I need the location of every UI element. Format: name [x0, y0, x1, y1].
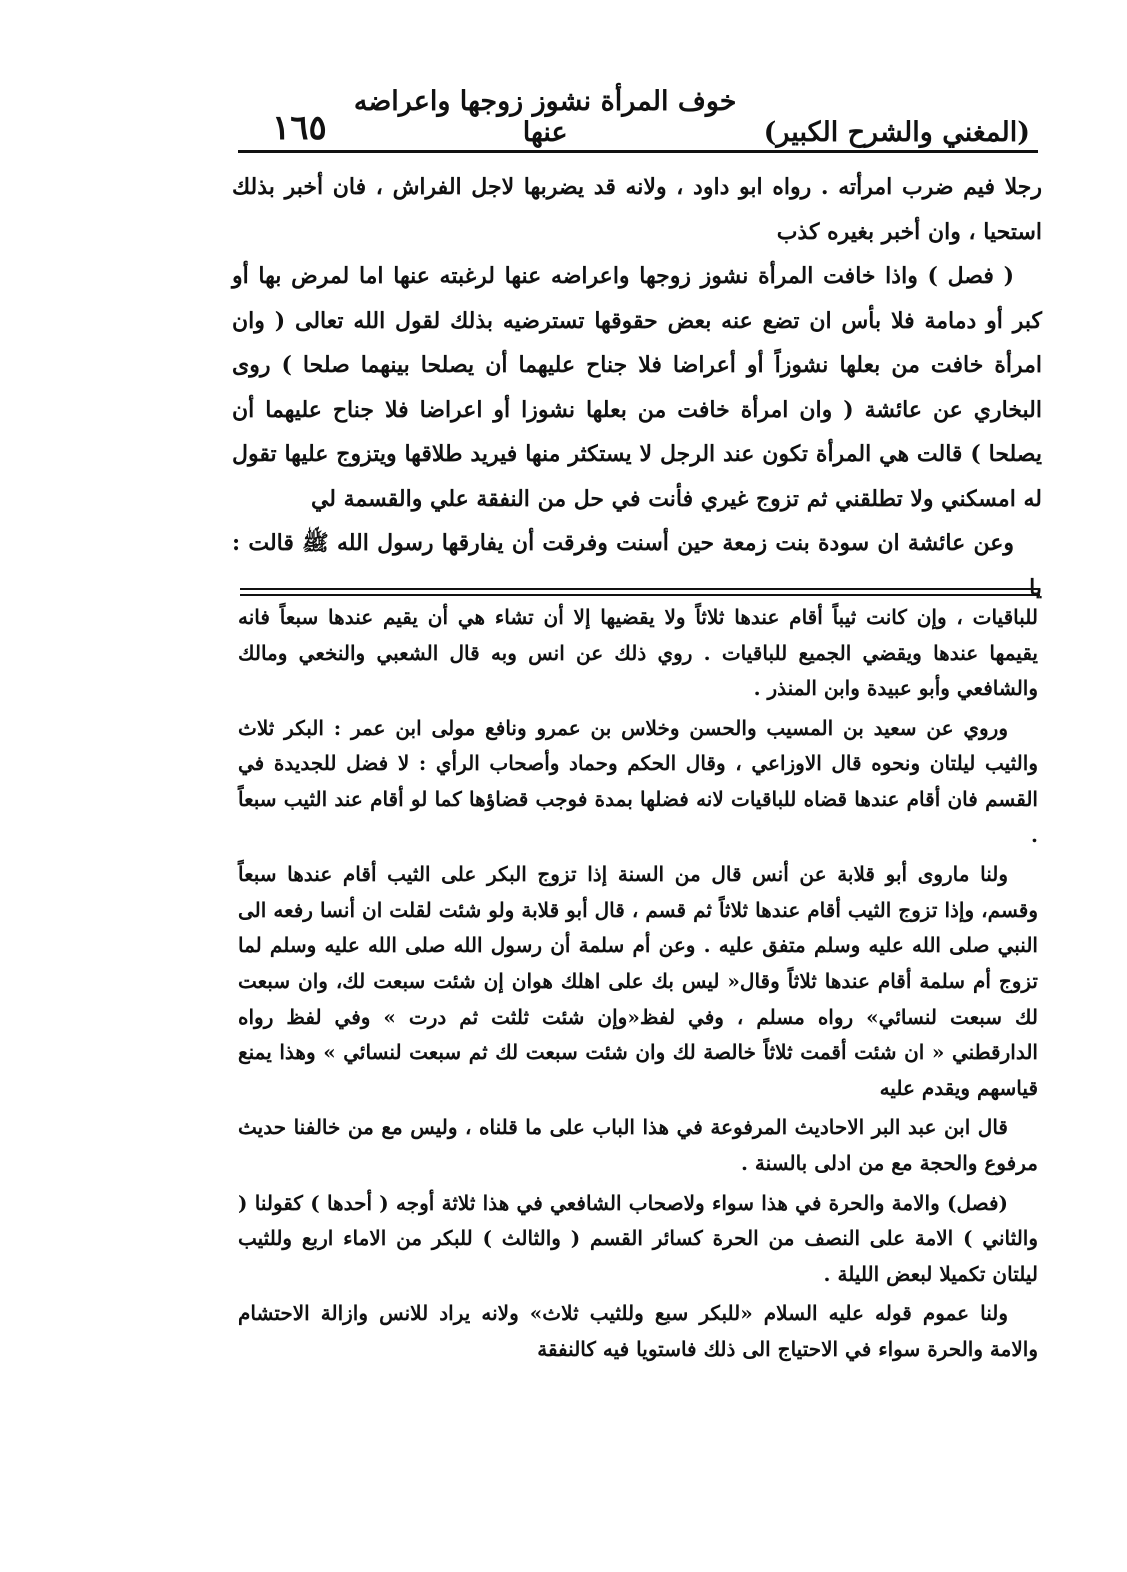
- header-rule: [238, 150, 1038, 153]
- section-divider: [240, 588, 1040, 598]
- sharh-paragraph: قال ابن عبد البر الاحاديث المرفوعة في هذا الباب على ما قلناه ، وليس مع من خالفنا حديث مرفوع والحجة مع من ادلى بالسنة .: [238, 1115, 1038, 1175]
- book-title: (المغني والشرح الكبير): [763, 117, 1030, 148]
- sharh-paragraph: ولنا ماروى أبو قلابة عن أنس قال من السنة إذا تزوج البكر على الثيب أقام عندها سبعاً وقسم، وإذا تزوج الثيب أقام عندها ثلاثاً ثم قسم ، قال أبو قلابة ولو شئت لقلت ان أنسا رفعه الى النبي صلى الله عليه وسلم متفق عليه . وعن أم سلمة أن رسول الله صلى الله عليه وسلم لما تزوج أم سلمة أقام عندها ثلاثاً وقال« ليس بك على اهلك هوان إن شئت سبعت لك، وان سبعت لك سبعت لنسائي» رواه مسلم ، وفي لفظ«وإن شئت ثلثت ثم درت » وفي لفظ رواه الدارقطني « ان شئت أقمت ثلاثاً خالصة لك وان شئت سبعت لك ثم سبعت لنسائي » وهذا يمنع قياسهم ويقدم عليه: [238, 862, 1038, 1100]
- matn-paragraph: وعن عائشة ان سودة بنت زمعة حين أسنت وفرقت أن يفارقها رسول الله ﷺ قالت : يا: [232, 530, 1042, 601]
- sharh-section: [238, 600, 1038, 1367]
- sharh-paragraph: للباقيات ، وإن كانت ثيباً أقام عندها ثلاثاً ولا يقضيها إلا أن تشاء هي أن يقيم عندها سبعاً فانه يقيمها عندها ويقضي الجميع للباقيات . روي ذلك عن انس وبه قال الشعبي والنخعي ومالك والشافعي وأبو عبيدة وابن المنذر .: [238, 605, 1039, 701]
- sharh-paragraph: وروي عن سعيد بن المسيب والحسن وخلاس بن عمرو ونافع مولى ابن عمر : البكر ثلاث والثيب ليلتان ونحوه قال الاوزاعي ، وقال الحكم وحماد وأصحاب الرأي : لا فضل للجديدة في القسم فان أقام عندها قضاه للباقيات لانه فضلها بمدة فوجب قضاؤها كما لو أقام عند الثيب سبعاً .: [238, 715, 1038, 847]
- divider-line: [240, 594, 1040, 596]
- matn-paragraph: رجلا فيم ضرب امرأته . رواه ابو داود ، ولانه قد يضربها لاجل الفراش ، فان أخبر بذلك استحيا ، وان أخبر بغيره كذب: [232, 174, 1042, 245]
- chapter-title: خوف المرأة نشوز زوجها واعراضه عنها: [353, 86, 737, 148]
- sharh-paragraph: (فصل) والامة والحرة في هذا سواء ولاصحاب الشافعي في هذا ثلاثة أوجه ( أحدها ) كقولنا ( والثاني ) الامة على النصف من الحرة كسائر القسم ( والثالث ) للبكر من الاماء اربع وللثيب ليلتان تكميلا لبعض الليلة .: [238, 1190, 1038, 1286]
- matn-section: [232, 165, 1042, 610]
- matn-paragraph: ( فصل ) واذا خافت المرأة نشوز زوجها واعراضه عنها لرغبته عنها اما لمرض بها أو كبر أو دمامة فلا بأس ان تضع عنه بعض حقوقها تسترضيه بذلك لقول الله تعالى ( وان امرأة خافت من بعلها نشوزاً أو أعراضا فلا جناح عليهما أن يصلحا بينهما صلحا ) روى البخاري عن عائشة ( وان امرأة خافت من بعلها نشوزا أو اعراضا فلا جناح عليهما أن يصلحا ) قالت هي المرأة تكون عند الرجل لا يستكثر منها فيريد طلاقها ويتزوج عليها تقول له امسكني ولا تطلقني ثم تزوج غيري فأنت في حل من النفقة علي والقسمة لي: [232, 263, 1042, 512]
- divider-line: [240, 588, 1040, 590]
- running-header: [238, 86, 1038, 154]
- page-number: ١٦٥: [272, 108, 327, 148]
- sharh-paragraph: ولنا عموم قوله عليه السلام «للبكر سبع وللثيب ثلاث» ولانه يراد للانس وازالة الاحتشام والامة والحرة سواء في الاحتياج الى ذلك فاستويا فيه كالنفقة: [238, 1301, 1038, 1361]
